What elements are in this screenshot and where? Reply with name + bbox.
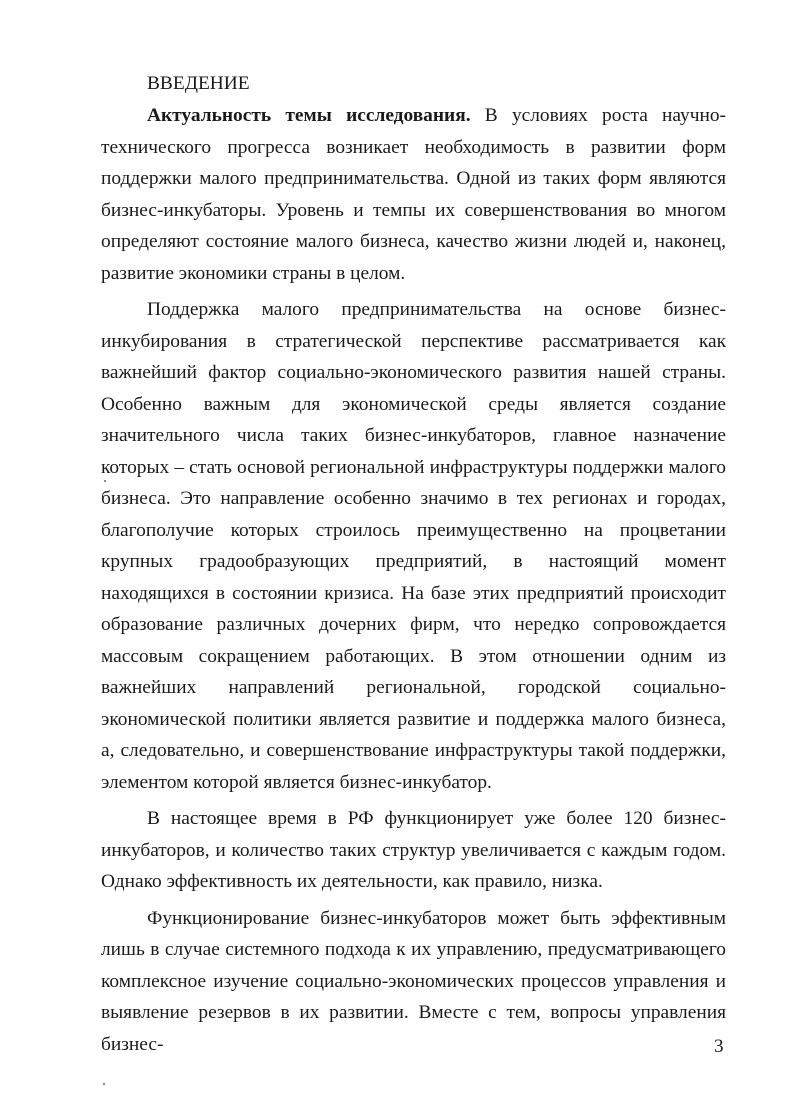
paragraph-relevance [101,100,726,289]
paragraph-functioning: Функционирование бизнес-инкубаторов может быть эффективным лишь в случае системного подхода к их управлению, предусматривающего комплексное изучение социально-экономических процессов управления и выявление резервов в их развитии. Вместе с тем, вопросы управления бизнес- [101,907,726,1055]
paragraph-text: В условиях роста научно-технического прогресса возникает необходимость в развитии форм поддержки малого предпринимательства. Одной из таких форм являются бизнес-инкубаторы. Уровень и темпы их совершенствования во многом определяют состояние малого бизнеса, качество жизни людей и, наконец, развитие экономики страны в целом. [101,105,727,284]
scan-speck [104,480,106,482]
page-number: 3 [714,1036,724,1057]
scan-speck [103,1083,105,1085]
paragraph-current-state: В настоящее время в РФ функционирует уже более 120 бизнес-инкубаторов, и количество таких структур увеличивается с каждым годом. Однако эффективность их деятельности, как правило, низка. [101,808,726,892]
page-body [101,68,726,1065]
paragraph-support: Поддержка малого предпринимательства на основе бизнес-инкубирования в стратегической перспективе рассматривается как важнейший фактор социально-экономического развития нашей страны. Особенно важным для экономической среды является создание значительного числа таких бизнес-инкубаторов, главное назначение которых – стать основой региональной инфраструктуры поддержки малого бизнеса. Это направление особенно значимо в тех регионах и городах, благополучие которых строилось преимущественно на процветании крупных градообразующих предприятий, в настоящий момент находящихся в состоянии кризиса. На базе этих предприятий происходит образование различных дочерних фирм, что нередко сопровождается массовым сокращением работающих. В этом отношении одним из важнейших направлений региональной, городской социально-экономической политики является развитие и поддержка малого бизнеса, а, следовательно, и совершенствование инфраструктуры такой поддержки, элементом которой является бизнес-инкубатор. [101,299,726,793]
section-heading: ВВЕДЕНИЕ [147,73,250,94]
paragraph-lead: Актуальность темы исследования. [147,105,471,126]
